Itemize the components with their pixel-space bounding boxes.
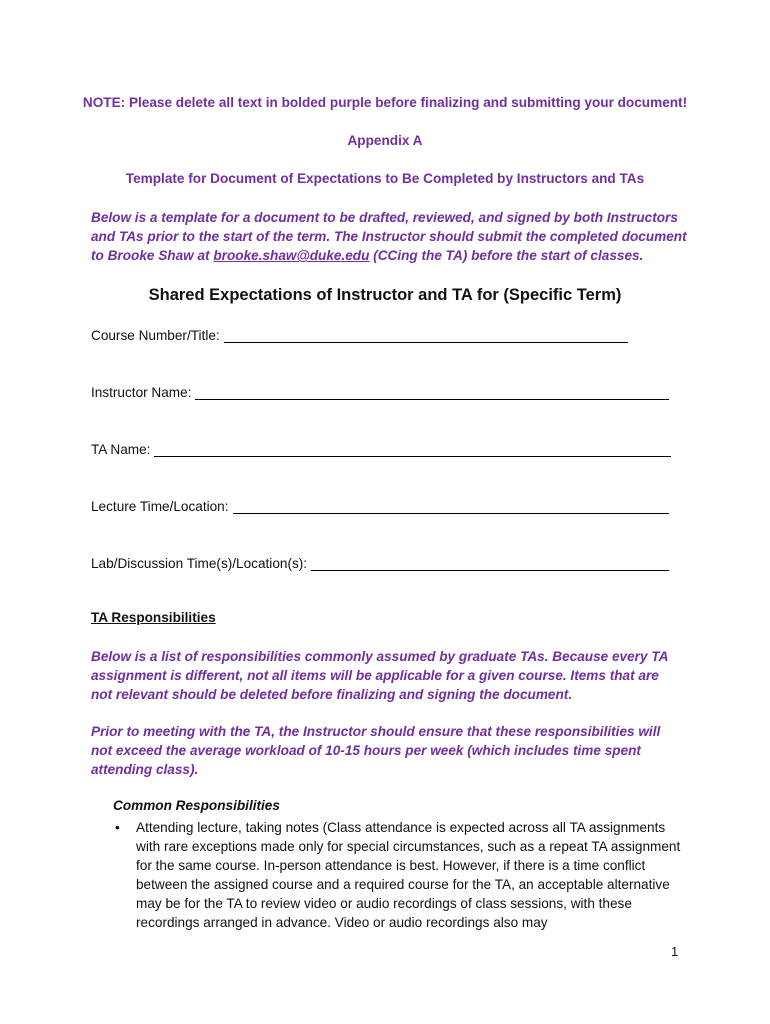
email-link[interactable]: brooke.shaw@duke.edu (213, 248, 370, 263)
ta-field-blank[interactable] (154, 442, 671, 457)
ta-field (91, 437, 681, 457)
shared-expectations-title: Shared Expectations of Instructor and TA for (Specific Term) (148, 286, 622, 304)
common-responsibilities-heading: Common Responsibilities (113, 798, 280, 813)
course-field (91, 323, 681, 343)
intro-text-after: (CCing the TA) before the start of classes. (369, 248, 644, 263)
lab-field (91, 551, 681, 571)
bullet-icon: • (115, 820, 120, 835)
ta-responsibilities-heading: TA Responsibilities (91, 610, 216, 625)
lab-field-label: Lab/Discussion Time(s)/Location(s): (91, 556, 308, 571)
bullet-item: Attending lecture, taking notes (Class attendance is expected across all TA assignments with rare exceptions made only for special circumstances, such as a repeat TA assignment for the same course. In-person attendance is best. However, if there is a time conflict between the assigned course and a required course for the TA, an acceptable alternative may be for the TA to review video or audio recordings of class sessions, with these recordings arranged in advance. Video or audio recordings also may (136, 820, 681, 930)
lecture-field-label: Lecture Time/Location: (91, 499, 229, 514)
page-number: 1 (671, 944, 679, 959)
course-field-blank[interactable] (224, 328, 628, 343)
course-field-label: Course Number/Title: (91, 328, 220, 343)
lab-field-blank[interactable] (311, 556, 669, 571)
instructor-field-label: Instructor Name: (91, 385, 192, 400)
lecture-field-blank[interactable] (233, 499, 669, 514)
workload-paragraph: Prior to meeting with the TA, the Instructor should ensure that these responsibilities will not exceed the average workload of 10-15 hours per week (which includes time spent attending class). (91, 724, 661, 777)
ta-field-label: TA Name: (91, 442, 151, 457)
intro-text-before: Below is a template for a document to be drafted, reviewed, and signed by both Instructors and TAs prior to the start of the term. The Instructor should submit the completed document to Brooke Shaw at (91, 210, 687, 263)
instructor-field (91, 380, 681, 400)
responsibilities-intro-paragraph: Below is a list of responsibilities commonly assumed by graduate TAs. Because every TA assignment is different, not all items will be applicable for a given course. Items that are not relevant should be deleted before finalizing and signing the document. (91, 649, 668, 702)
template-title: Template for Document of Expectations to Be Completed by Instructors and TAs (125, 171, 645, 186)
lecture-field (91, 494, 681, 514)
note-instruction: NOTE: Please delete all text in bolded purple before finalizing and submitting your document! (82, 95, 688, 110)
appendix-label: Appendix A (347, 133, 423, 148)
intro-paragraph (91, 208, 691, 265)
instructor-field-blank[interactable] (195, 385, 669, 400)
